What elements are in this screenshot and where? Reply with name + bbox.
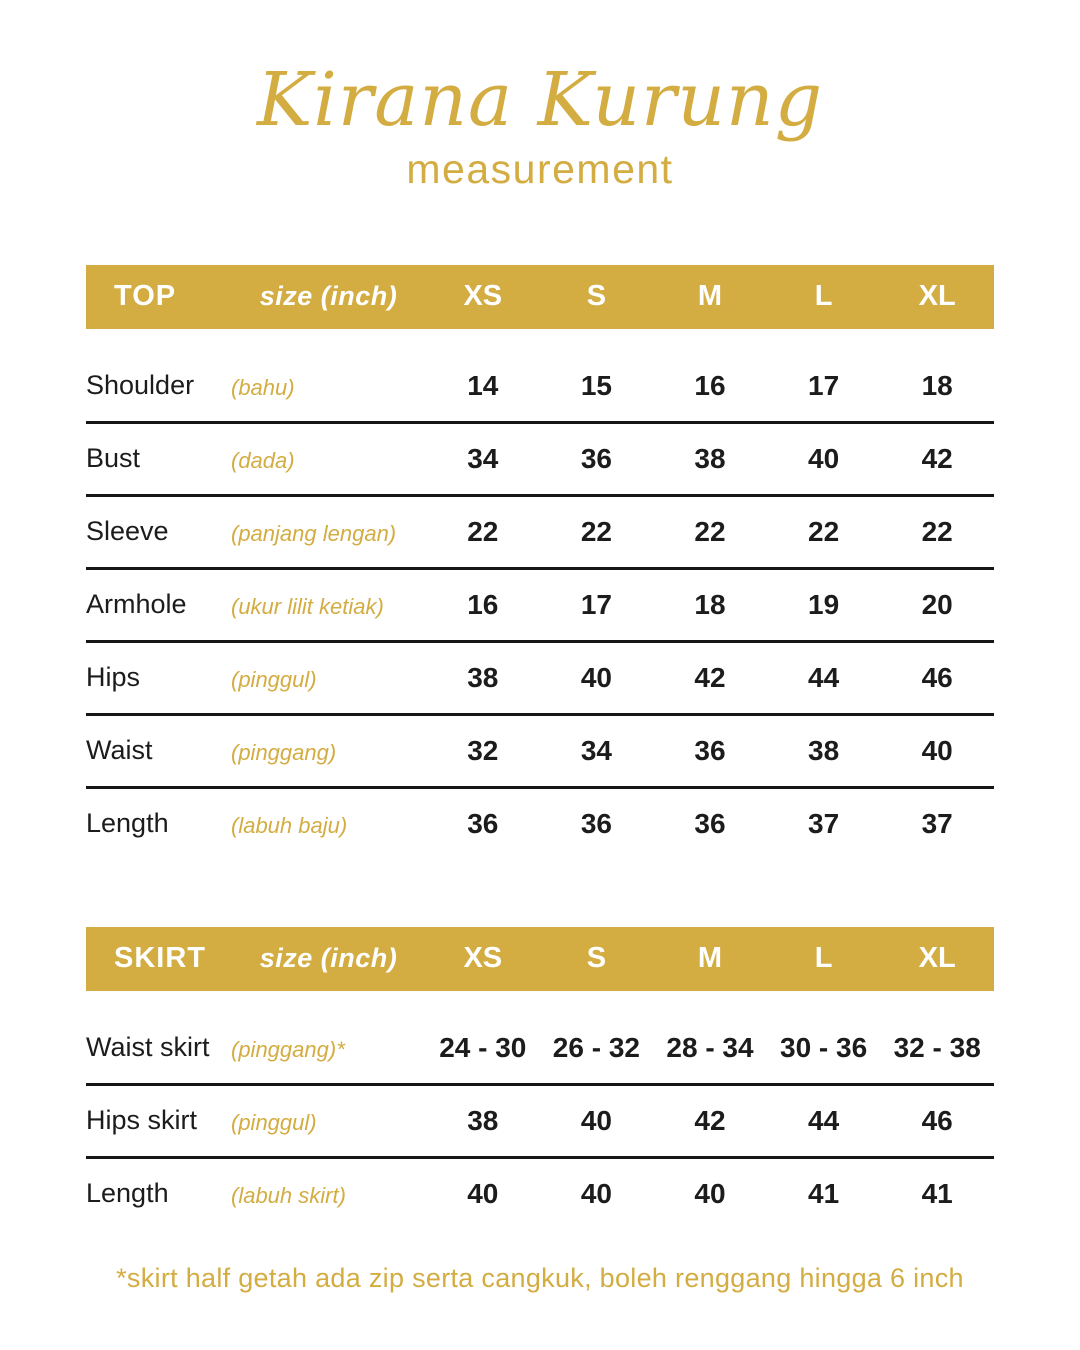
table-row [86, 351, 994, 424]
size-value: 40 [580, 1104, 612, 1136]
skirt-size-table [86, 927, 994, 1229]
size-value: 19 [808, 588, 840, 620]
table-row [86, 643, 994, 716]
size-value: 22 [808, 515, 840, 547]
size-value: 18 [694, 588, 726, 620]
tables-container [0, 265, 1080, 1229]
table-body [86, 1013, 994, 1229]
size-column-header: XS [463, 942, 503, 975]
size-value: 22 [467, 515, 499, 547]
size-value: 26 - 32 [552, 1031, 640, 1063]
size-column-header: XL [918, 942, 956, 975]
size-value: 15 [580, 369, 612, 401]
row-label: Waist [86, 735, 153, 766]
row-sublabel: (labuh skirt) [231, 1182, 346, 1208]
size-value: 36 [467, 807, 499, 839]
size-value: 42 [694, 1104, 726, 1136]
size-value: 36 [580, 807, 612, 839]
size-unit-label: size (inch) [259, 281, 398, 312]
page-subtitle: measurement [406, 145, 674, 192]
size-column-header: L [814, 942, 833, 975]
size-value: 30 - 36 [780, 1031, 868, 1063]
size-value: 46 [921, 1104, 953, 1136]
size-value: 14 [467, 369, 499, 401]
size-value: 37 [921, 807, 953, 839]
size-value: 16 [694, 369, 726, 401]
size-column-header: L [814, 280, 833, 313]
row-sublabel: (pinggul) [231, 666, 317, 692]
size-value: 17 [808, 369, 840, 401]
row-sublabel: (panjang lengan) [231, 520, 397, 546]
table-row [86, 789, 994, 859]
row-label: Hips [86, 662, 141, 693]
row-sublabel: (pinggang) [231, 739, 337, 765]
top-size-table [86, 265, 994, 859]
size-value: 34 [467, 442, 499, 474]
size-value: 32 [467, 734, 499, 766]
size-value: 44 [808, 1104, 840, 1136]
size-column-header: XS [463, 280, 503, 313]
size-value: 38 [694, 442, 726, 474]
size-value: 32 - 38 [893, 1031, 981, 1063]
size-value: 40 [467, 1177, 499, 1209]
size-value: 17 [580, 588, 612, 620]
size-value: 40 [694, 1177, 726, 1209]
size-value: 44 [808, 661, 840, 693]
row-sublabel: (bahu) [231, 374, 295, 400]
size-column-header: M [697, 280, 723, 313]
size-value: 46 [921, 661, 953, 693]
table-row [86, 1086, 994, 1159]
table-title: SKIRT [114, 942, 206, 975]
size-column-header: M [697, 942, 723, 975]
size-value: 40 [580, 661, 612, 693]
brand-title: Kirana Kurung [256, 57, 824, 143]
size-value: 36 [694, 734, 726, 766]
table-body [86, 351, 994, 859]
size-value: 38 [467, 661, 499, 693]
size-value: 22 [694, 515, 726, 547]
table-row [86, 1159, 994, 1229]
size-unit-label: size (inch) [259, 943, 398, 974]
size-column-header: S [586, 942, 607, 975]
size-value: 20 [921, 588, 953, 620]
row-sublabel: (labuh baju) [231, 812, 348, 838]
size-value: 38 [467, 1104, 499, 1136]
footnote-text: *skirt half getah ada zip serta cangkuk, boleh renggang hingga 6 inch [116, 1262, 964, 1293]
table-header [86, 265, 994, 329]
size-value: 36 [694, 807, 726, 839]
table-row [86, 1013, 994, 1086]
title-block [0, 57, 1080, 193]
row-label: Hips skirt [86, 1105, 198, 1136]
row-sublabel: (pinggang)* [231, 1036, 345, 1062]
size-value: 41 [808, 1177, 840, 1209]
row-label: Length [86, 1178, 169, 1209]
size-value: 42 [694, 661, 726, 693]
row-label: Armhole [86, 589, 187, 620]
size-value: 18 [921, 369, 953, 401]
row-label: Bust [86, 443, 141, 474]
row-sublabel: (pinggul) [231, 1109, 317, 1135]
size-value: 37 [808, 807, 840, 839]
size-value: 28 - 34 [666, 1031, 754, 1063]
row-label: Shoulder [86, 370, 195, 401]
row-sublabel: (ukur lilit ketiak) [231, 593, 384, 619]
size-column-header: XL [918, 280, 956, 313]
size-value: 16 [467, 588, 499, 620]
size-value: 40 [580, 1177, 612, 1209]
table-row [86, 497, 994, 570]
size-value: 41 [921, 1177, 953, 1209]
table-row [86, 716, 994, 789]
size-column-header: S [586, 280, 607, 313]
size-value: 42 [921, 442, 953, 474]
table-header [86, 927, 994, 991]
size-value: 38 [808, 734, 840, 766]
row-label: Length [86, 808, 169, 839]
table-title: TOP [114, 280, 177, 313]
size-value: 24 - 30 [439, 1031, 527, 1063]
size-value: 22 [580, 515, 612, 547]
row-sublabel: (dada) [231, 447, 295, 473]
row-label: Waist skirt [86, 1032, 210, 1063]
size-value: 22 [921, 515, 953, 547]
table-row [86, 570, 994, 643]
row-label: Sleeve [86, 516, 169, 547]
size-value: 40 [808, 442, 840, 474]
size-value: 34 [580, 734, 612, 766]
size-value: 40 [921, 734, 953, 766]
size-value: 36 [580, 442, 612, 474]
table-row [86, 424, 994, 497]
